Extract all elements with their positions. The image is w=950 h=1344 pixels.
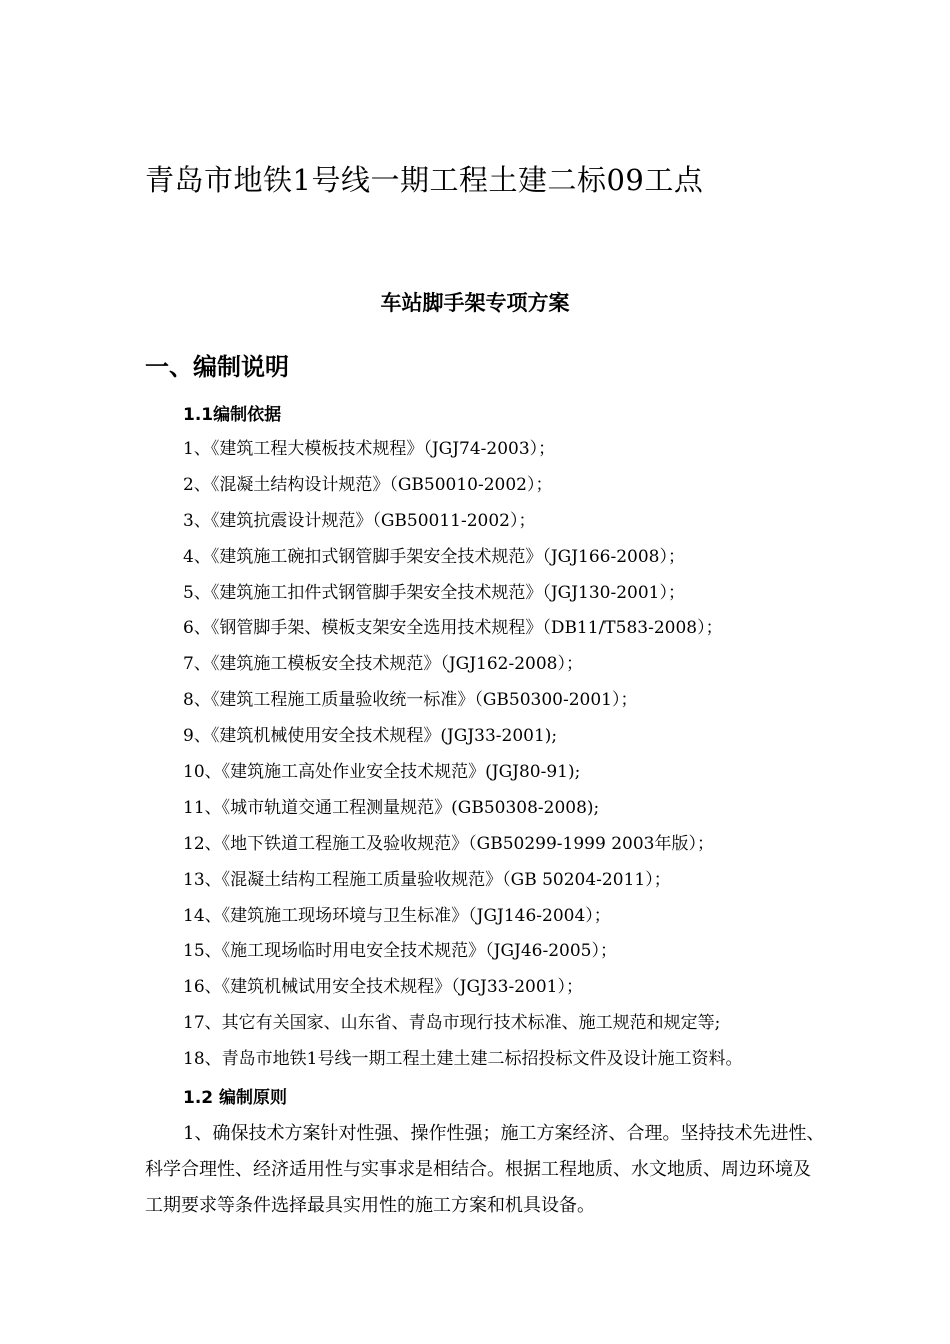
reference-item: 10、《建筑施工高处作业安全技术规范》(JGJ80-91); [183, 762, 581, 783]
reference-item: 1、《建筑工程大模板技术规程》（JGJ74-2003）； [183, 439, 556, 459]
reference-item: 3、《建筑抗震设计规范》（GB50011-2002）； [183, 510, 536, 531]
reference-item: 15、《施工现场临时用电安全技术规范》（JGJ46-2005）； [183, 941, 617, 962]
document-title: 青岛市地铁1号线一期工程土建二标09工点 [145, 163, 704, 197]
subsection-heading-principles: 1.2 编制原则 [183, 1088, 288, 1108]
reference-list [183, 436, 742, 1082]
reference-item: 18、青岛市地铁1号线一期工程土建土建二标招投标文件及设计施工资料。 [183, 1049, 743, 1070]
reference-item: 14、《建筑施工现场环境与卫生标准》（JGJ146-2004）； [183, 905, 611, 926]
reference-item: 7、《建筑施工模板安全技术规范》（JGJ162-2008）； [183, 654, 583, 675]
reference-item: 2、《混凝土结构设计规范》（GB50010-2002）； [183, 474, 553, 495]
principle-paragraph: 1、确保技术方案针对性强、操作性强；施工方案经济、合理。坚持技术先进性、科学合理性、经济适用性与实事求是相结合。根据工程地质、水文地质、周边环境及工期要求等条件选择最具实用性的施工方案和机具设备。 [145, 1123, 825, 1216]
subsection-heading-basis: 1.1编制依据 [183, 405, 282, 425]
reference-item: 12、《地下铁道工程施工及验收规范》（GB50299-1999 2003年版）； [183, 833, 714, 854]
reference-item: 5、《建筑施工扣件式钢管脚手架安全技术规范》（JGJ130-2001）； [183, 582, 685, 603]
reference-item: 8、《建筑工程施工质量验收统一标准》（GB50300-2001）； [183, 690, 638, 711]
section-heading: 一、编制说明 [145, 353, 289, 381]
reference-item: 4、《建筑施工碗扣式钢管脚手架安全技术规范》（JGJ166-2008）； [183, 546, 685, 567]
reference-item: 13、《混凝土结构工程施工质量验收规范》（GB 50204-2011）； [183, 869, 671, 890]
document-subtitle: 车站脚手架专项方案 [380, 291, 570, 315]
reference-item: 16、《建筑机械试用安全技术规程》（JGJ33-2001）； [183, 977, 583, 998]
reference-item: 9、《建筑机械使用安全技术规程》(JGJ33-2001); [183, 726, 558, 747]
reference-item: 6、《钢管脚手架、模板支架安全选用技术规程》（DB11/T583-2008）； [183, 618, 723, 639]
reference-item: 11、《城市轨道交通工程测量规范》(GB50308-2008); [183, 797, 600, 818]
reference-item: 17、其它有关国家、山东省、青岛市现行技术标准、施工规范和规定等; [183, 1013, 721, 1034]
